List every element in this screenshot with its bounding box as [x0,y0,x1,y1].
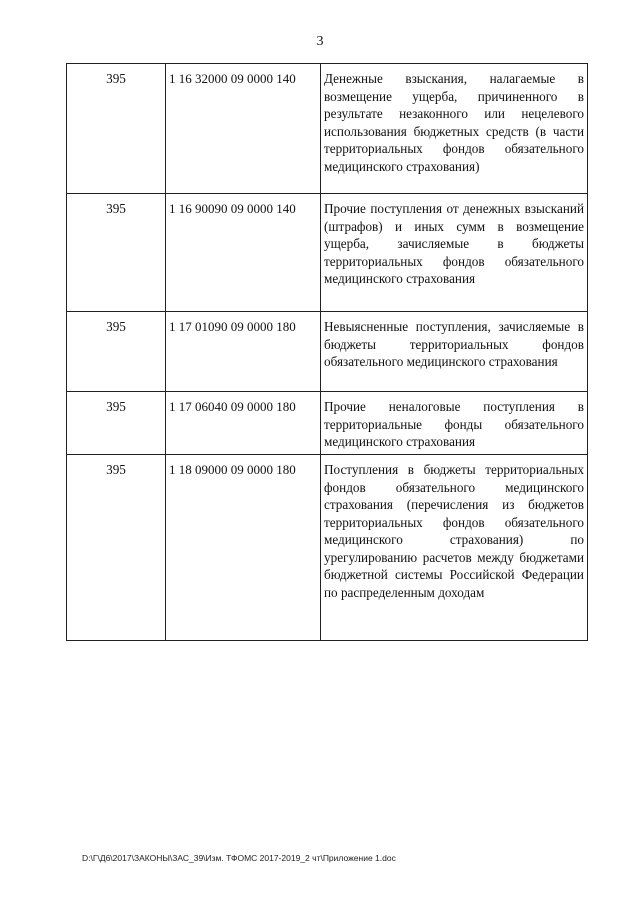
budget-code-cell: 1 17 01090 09 0000 180 [166,312,321,392]
revenue-codes-table [66,63,588,641]
admin-code-cell: 395 [67,312,166,392]
admin-code-cell: 395 [67,455,166,641]
description-cell: Невыясненные поступления, зачисляемые в бюджеты территориальных фондов обязательного медицинского страхования [321,312,588,392]
budget-code-cell: 1 16 90090 09 0000 140 [166,194,321,312]
description-cell: Поступления в бюджеты территориальных фондов обязательного медицинского страхования (перечисления из бюджетов территориальных фондов обязательного медицинского страхования) по урегулированию расчетов между бюджетами бюджетной системы Российской Федерации по распределенным доходам [321,455,588,641]
table-row [67,312,588,392]
table-row [67,455,588,641]
table-row [67,392,588,455]
budget-code-cell: 1 16 32000 09 0000 140 [166,64,321,194]
table-row [67,64,588,194]
admin-code-cell: 395 [67,64,166,194]
budget-code-cell: 1 18 09000 09 0000 180 [166,455,321,641]
description-cell: Денежные взыскания, налагаемые в возмещение ущерба, причиненного в результате незаконного или нецелевого использования бюджетных средств (в части территориальных фондов обязательного медицинского страхования) [321,64,588,194]
admin-code-cell: 395 [67,194,166,312]
file-path-footer: D:\Г\Д6\2017\ЗАКОНЫ\ЗАС_39\Изм. ТФОМС 2017-2019_2 чт\Приложение 1.doc [82,853,396,863]
description-cell: Прочие поступления от денежных взысканий (штрафов) и иных сумм в возмещение ущерба, зачисляемые в бюджеты территориальных фондов обязательного медицинского страхования [321,194,588,312]
budget-code-cell: 1 17 06040 09 0000 180 [166,392,321,455]
page-number: 3 [316,34,324,49]
admin-code-cell: 395 [67,392,166,455]
description-cell: Прочие неналоговые поступления в территориальные фонды обязательного медицинского страхования [321,392,588,455]
table-row [67,194,588,312]
